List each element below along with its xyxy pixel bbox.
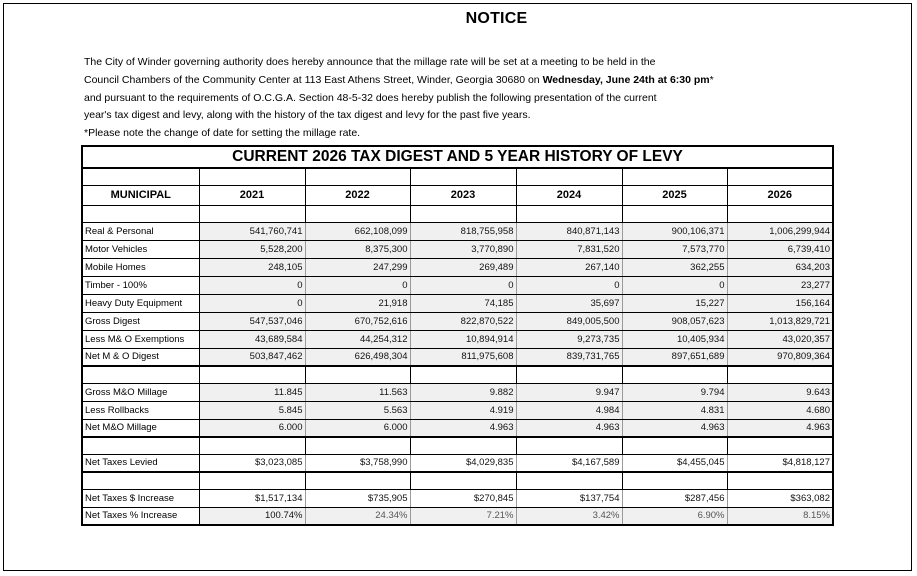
spacer-cell: [305, 472, 410, 489]
spacer-cell: [622, 205, 727, 222]
value-cell: 11.563: [305, 383, 410, 401]
value-cell: 4.963: [410, 419, 516, 437]
spacer-cell: [410, 168, 516, 185]
value-cell: 156,164: [727, 294, 833, 312]
table-row: [82, 258, 833, 276]
spacer-cell: [727, 168, 833, 185]
table-row: [82, 348, 833, 366]
value-cell: 248,105: [199, 258, 305, 276]
spacer-cell: [82, 205, 199, 222]
table-row: [82, 401, 833, 419]
spacer-cell: [622, 366, 727, 383]
value-cell: 44,254,312: [305, 330, 410, 348]
row-label: Less M& O Exemptions: [82, 330, 199, 348]
value-cell: $287,456: [622, 489, 727, 507]
value-cell: 811,975,608: [410, 348, 516, 366]
value-cell: $4,818,127: [727, 454, 833, 472]
value-cell: 670,752,616: [305, 312, 410, 330]
value-cell: 8,375,300: [305, 240, 410, 258]
header-municipal: MUNICIPAL: [82, 185, 199, 205]
table-row: [82, 222, 833, 240]
spacer-cell: [622, 472, 727, 489]
value-cell: 897,651,689: [622, 348, 727, 366]
value-cell: 11.845: [199, 383, 305, 401]
value-cell: 9.947: [516, 383, 622, 401]
header-year: 2021: [199, 185, 305, 205]
table-row: [82, 454, 833, 472]
intro-line-3: and pursuant to the requirements of O.C.G.A. Section 48-5-32 does hereby publish the following presentation of the current: [84, 91, 657, 104]
value-cell: $4,167,589: [516, 454, 622, 472]
spacer-cell: [82, 437, 199, 454]
value-cell: $1,517,134: [199, 489, 305, 507]
row-label: Net Taxes % Increase: [82, 507, 199, 525]
row-label: Gross Digest: [82, 312, 199, 330]
table-title: CURRENT 2026 TAX DIGEST AND 5 YEAR HISTORY OF LEVY: [82, 146, 833, 168]
value-cell: 0: [622, 276, 727, 294]
row-label: Less Rollbacks: [82, 401, 199, 419]
value-cell: 970,809,364: [727, 348, 833, 366]
value-cell: 3.42%: [516, 507, 622, 525]
value-cell: 900,106,371: [622, 222, 727, 240]
row-label: Real & Personal: [82, 222, 199, 240]
value-cell: 9.794: [622, 383, 727, 401]
notice-intro: [84, 54, 844, 143]
value-cell: 1,006,299,944: [727, 222, 833, 240]
row-label: Motor Vehicles: [82, 240, 199, 258]
value-cell: 6,739,410: [727, 240, 833, 258]
spacer-cell: [516, 366, 622, 383]
value-cell: 0: [516, 276, 622, 294]
value-cell: 4.963: [727, 419, 833, 437]
intro-line-4: year's tax digest and levy, along with the history of the tax digest and levy for the past five years.: [84, 109, 531, 122]
spacer-cell: [82, 168, 199, 185]
spacer-row: [82, 205, 833, 222]
value-cell: 547,537,046: [199, 312, 305, 330]
spacer-cell: [516, 168, 622, 185]
value-cell: $3,023,085: [199, 454, 305, 472]
spacer-cell: [199, 472, 305, 489]
table-row: [82, 312, 833, 330]
spacer-cell: [410, 437, 516, 454]
value-cell: 4.984: [516, 401, 622, 419]
value-cell: 0: [199, 294, 305, 312]
spacer-cell: [727, 205, 833, 222]
value-cell: 362,255: [622, 258, 727, 276]
intro-line-2-start: Council Chambers of the Community Center at 113 East Athens Street, Winder, Georgia 30680 on: [84, 73, 543, 86]
value-cell: 21,918: [305, 294, 410, 312]
value-cell: 6.000: [305, 419, 410, 437]
spacer-cell: [410, 472, 516, 489]
spacer-cell: [199, 437, 305, 454]
notice-title: NOTICE: [465, 10, 528, 27]
row-label: Net M & O Digest: [82, 348, 199, 366]
value-cell: 9,273,735: [516, 330, 622, 348]
value-cell: 503,847,462: [199, 348, 305, 366]
value-cell: 3,770,890: [410, 240, 516, 258]
value-cell: 839,731,765: [516, 348, 622, 366]
value-cell: $4,029,835: [410, 454, 516, 472]
value-cell: 6.90%: [622, 507, 727, 525]
header-year: 2024: [516, 185, 622, 205]
spacer-cell: [727, 366, 833, 383]
value-cell: 24.34%: [305, 507, 410, 525]
row-label: Net Taxes $ Increase: [82, 489, 199, 507]
value-cell: $4,455,045: [622, 454, 727, 472]
value-cell: 7,831,520: [516, 240, 622, 258]
spacer-cell: [305, 205, 410, 222]
table-row: [82, 383, 833, 401]
row-label: Timber - 100%: [82, 276, 199, 294]
value-cell: 35,697: [516, 294, 622, 312]
intro-line-5: *Please note the change of date for setting the millage rate.: [84, 127, 361, 140]
value-cell: 267,140: [516, 258, 622, 276]
table-row: [82, 240, 833, 258]
spacer-cell: [199, 366, 305, 383]
header-year: 2022: [305, 185, 410, 205]
value-cell: 15,227: [622, 294, 727, 312]
value-cell: 5.845: [199, 401, 305, 419]
spacer-cell: [410, 366, 516, 383]
spacer-cell: [622, 437, 727, 454]
value-cell: 4.680: [727, 401, 833, 419]
value-cell: 4.963: [622, 419, 727, 437]
value-cell: 4.919: [410, 401, 516, 419]
value-cell: 840,871,143: [516, 222, 622, 240]
value-cell: 43,689,584: [199, 330, 305, 348]
value-cell: 10,894,914: [410, 330, 516, 348]
value-cell: 9.643: [727, 383, 833, 401]
value-cell: 0: [305, 276, 410, 294]
value-cell: 100.74%: [199, 507, 305, 525]
spacer-cell: [199, 168, 305, 185]
value-cell: $735,905: [305, 489, 410, 507]
spacer-cell: [410, 205, 516, 222]
header-year: 2023: [410, 185, 516, 205]
value-cell: 818,755,958: [410, 222, 516, 240]
intro-line-1: The City of Winder governing authority does hereby announce that the millage rate will be set at a meeting to be held in the: [84, 56, 656, 68]
intro-line-2: [84, 72, 844, 90]
value-cell: 43,020,357: [727, 330, 833, 348]
header-year: 2026: [727, 185, 833, 205]
value-cell: 10,405,934: [622, 330, 727, 348]
spacer-cell: [516, 437, 622, 454]
spacer-cell: [727, 472, 833, 489]
value-cell: 541,760,741: [199, 222, 305, 240]
value-cell: 4.831: [622, 401, 727, 419]
table-title-row: [82, 146, 833, 168]
table-row: [82, 276, 833, 294]
value-cell: $363,082: [727, 489, 833, 507]
spacer-row: [82, 168, 833, 185]
spacer-row: [82, 472, 833, 489]
value-cell: $3,758,990: [305, 454, 410, 472]
value-cell: 8.15%: [727, 507, 833, 525]
value-cell: $270,845: [410, 489, 516, 507]
table-row: [82, 507, 833, 525]
value-cell: 9.882: [410, 383, 516, 401]
value-cell: $137,754: [516, 489, 622, 507]
spacer-cell: [516, 205, 622, 222]
value-cell: 908,057,623: [622, 312, 727, 330]
value-cell: 626,498,304: [305, 348, 410, 366]
spacer-cell: [305, 168, 410, 185]
row-label: Heavy Duty Equipment: [82, 294, 199, 312]
spacer-cell: [727, 437, 833, 454]
value-cell: 269,489: [410, 258, 516, 276]
spacer-cell: [82, 472, 199, 489]
value-cell: 247,299: [305, 258, 410, 276]
value-cell: 1,013,829,721: [727, 312, 833, 330]
row-label: Net Taxes Levied: [82, 454, 199, 472]
table-row: [82, 294, 833, 312]
row-label: Gross M&O Millage: [82, 383, 199, 401]
value-cell: 74,185: [410, 294, 516, 312]
table-row: [82, 489, 833, 507]
value-cell: 5.563: [305, 401, 410, 419]
spacer-row: [82, 437, 833, 454]
levy-history-table: [81, 145, 834, 526]
spacer-cell: [516, 472, 622, 489]
meeting-date: Wednesday, June 24th at 6:30 pm: [542, 73, 710, 86]
value-cell: 6.000: [199, 419, 305, 437]
value-cell: 5,528,200: [199, 240, 305, 258]
value-cell: 23,277: [727, 276, 833, 294]
value-cell: 4.963: [516, 419, 622, 437]
spacer-row: [82, 366, 833, 383]
spacer-cell: [305, 437, 410, 454]
spacer-cell: [82, 366, 199, 383]
table-row: [82, 330, 833, 348]
value-cell: 7,573,770: [622, 240, 727, 258]
value-cell: 0: [410, 276, 516, 294]
spacer-cell: [622, 168, 727, 185]
value-cell: 0: [199, 276, 305, 294]
value-cell: 634,203: [727, 258, 833, 276]
spacer-cell: [199, 205, 305, 222]
header-row: [82, 185, 833, 205]
header-year: 2025: [622, 185, 727, 205]
value-cell: 822,870,522: [410, 312, 516, 330]
row-label: Net M&O Millage: [82, 419, 199, 437]
row-label: Mobile Homes: [82, 258, 199, 276]
value-cell: 662,108,099: [305, 222, 410, 240]
asterisk: *: [709, 73, 714, 86]
spacer-cell: [305, 366, 410, 383]
table-row: [82, 419, 833, 437]
value-cell: 7.21%: [410, 507, 516, 525]
value-cell: 849,005,500: [516, 312, 622, 330]
